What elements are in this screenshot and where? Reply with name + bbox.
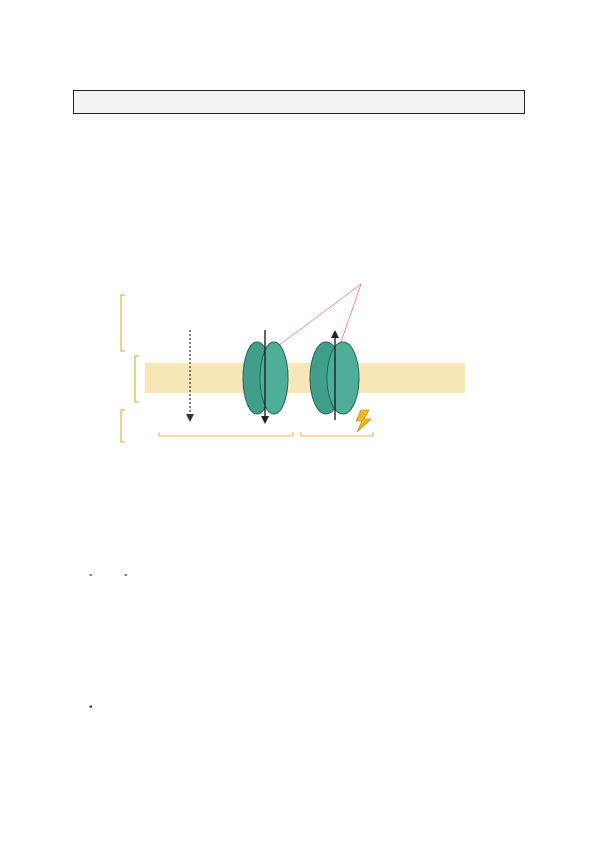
document-title — [73, 90, 525, 114]
aspects-list — [73, 699, 526, 700]
arrow-head — [186, 414, 194, 422]
bracket-bicapa — [135, 356, 139, 402]
arrow-head — [261, 416, 269, 424]
lipid-tails — [145, 363, 465, 393]
section-heading — [90, 126, 96, 138]
caption-bracket-pasivo — [159, 432, 293, 436]
membrane-figure — [73, 270, 527, 446]
energy-icon — [356, 410, 371, 432]
pointer-line — [278, 284, 361, 346]
caption-bracket-activo — [301, 432, 373, 436]
bracket-citoplasma — [121, 410, 125, 442]
pointer-line — [341, 284, 361, 342]
arrow-head — [331, 330, 339, 338]
active-protein-right — [327, 342, 359, 414]
channel-protein-right — [260, 342, 288, 414]
bracket-medio — [121, 295, 125, 351]
